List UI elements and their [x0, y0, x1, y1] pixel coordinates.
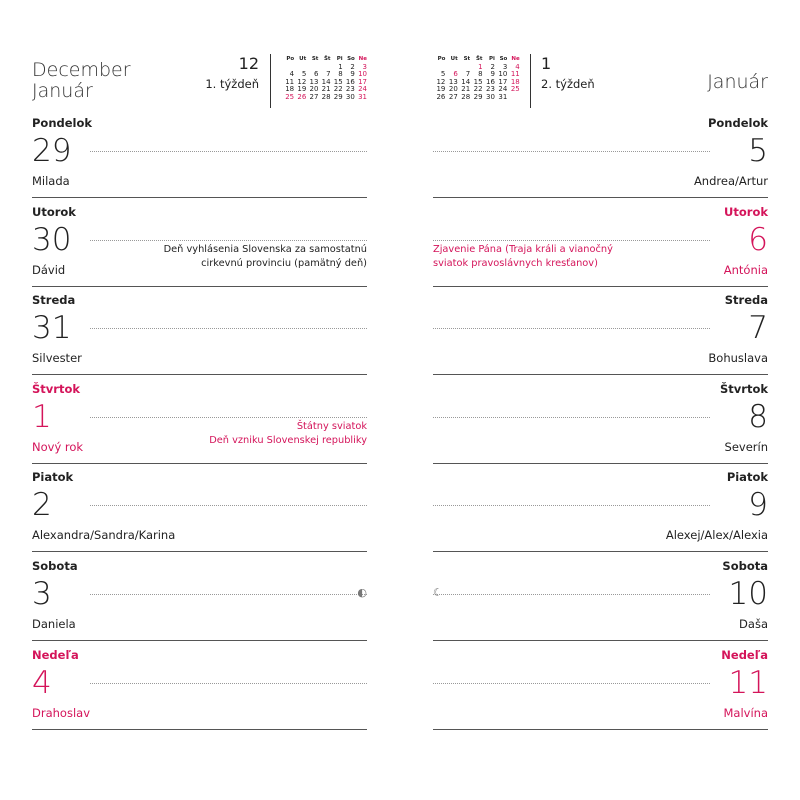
- day-number: 11: [728, 664, 768, 701]
- weekday-name: Sobota: [32, 559, 78, 573]
- mini-calendar-weekday: Št: [475, 56, 483, 62]
- mini-calendar-day: 11: [285, 77, 295, 86]
- nameday-text: Daša: [739, 617, 768, 631]
- day-number: 10: [728, 576, 768, 612]
- mini-calendar-day: 19: [297, 85, 307, 94]
- mini-calendar-day: 9: [490, 70, 495, 79]
- weekday-name: Štvrtok: [32, 381, 80, 396]
- writing-line: [90, 151, 367, 152]
- mini-calendar-day: 19: [436, 85, 446, 94]
- mini-calendar-day: 2: [350, 62, 355, 71]
- writing-line: [433, 683, 710, 684]
- day-number: 6: [748, 221, 768, 258]
- day-entry[interactable]: [32, 110, 367, 198]
- mini-calendar-day: 8: [338, 70, 343, 79]
- mini-calendar-day: 24: [358, 85, 367, 94]
- moon-phase-icon: ◐: [357, 586, 367, 599]
- mini-calendar-weekday: Ne: [358, 56, 367, 62]
- week-number: 1: [541, 54, 552, 73]
- day-number: 29: [32, 133, 72, 169]
- mini-calendar-day: 13: [309, 77, 319, 86]
- mini-calendar-day: 11: [510, 70, 520, 79]
- mini-calendar-day: 21: [461, 85, 471, 94]
- day-divider: [32, 729, 367, 730]
- mini-calendar-weekday: St: [311, 56, 319, 62]
- week-label: 1. týždeň: [205, 77, 259, 91]
- holiday-note: Štátny sviatok Deň vzniku Slovenskej republiky: [209, 420, 367, 446]
- mini-calendar-weekday: Po: [286, 56, 295, 62]
- mini-calendar-day: 17: [498, 77, 508, 86]
- writing-line: [433, 417, 710, 418]
- month-title: Január: [707, 71, 768, 93]
- nameday-text: Silvester: [32, 351, 82, 366]
- mini-calendar-day: 31: [358, 92, 367, 101]
- writing-line: [433, 151, 710, 152]
- writing-line: [90, 683, 367, 684]
- mini-calendar-day: 12: [436, 77, 446, 86]
- mini-calendar-day: [507, 94, 519, 102]
- day-entry[interactable]: [32, 553, 367, 641]
- week-block: [205, 54, 259, 91]
- day-entry[interactable]: [433, 376, 768, 464]
- mini-calendar-weekday: So: [499, 56, 508, 62]
- mini-calendar-day: 24: [498, 85, 508, 94]
- week-number: 12: [238, 54, 259, 73]
- week-block: [541, 54, 595, 91]
- nameday-text: Milada: [32, 174, 70, 188]
- weekday-name: Utorok: [724, 204, 768, 219]
- mini-calendar-weekday: Pi: [336, 56, 343, 62]
- nameday-text: Malvína: [723, 705, 768, 720]
- nameday-text: Antónia: [723, 262, 768, 277]
- mini-calendar-day: 15: [333, 77, 343, 86]
- mini-calendar-day: 9: [350, 70, 355, 79]
- weekday-name: Streda: [724, 293, 768, 308]
- mini-calendar-day: 8: [478, 70, 483, 79]
- mini-calendar-day: 23: [345, 85, 355, 94]
- mini-calendar-day: 17: [358, 77, 367, 86]
- weekday-name: Piatok: [726, 470, 768, 485]
- mini-calendar-day: 18: [285, 85, 295, 94]
- header-divider: [270, 54, 271, 108]
- day-entry[interactable]: [433, 110, 768, 198]
- mini-calendar-weekday: Pi: [489, 56, 495, 62]
- writing-line: [90, 328, 367, 329]
- week-label: 2. týždeň: [541, 77, 595, 91]
- mini-calendar-day: 16: [345, 77, 355, 86]
- day-number: 5: [748, 133, 768, 169]
- day-entry[interactable]: [32, 642, 367, 730]
- mini-calendar-day: 25: [510, 85, 520, 94]
- mini-calendar-day: 7: [465, 70, 471, 79]
- nameday-text: Alexej/Alex/Alexia: [665, 528, 768, 543]
- mini-calendar-day: 4: [289, 70, 295, 79]
- weekday-name: Sobota: [722, 559, 768, 573]
- mini-calendar-weekday: St: [463, 56, 471, 62]
- mini-calendar-day: 16: [486, 77, 495, 86]
- writing-line: [433, 240, 710, 241]
- mini-calendar-day: 5: [301, 70, 307, 79]
- day-number: 9: [748, 487, 768, 524]
- mini-calendar-day: 27: [309, 92, 319, 101]
- mini-calendar-day: 15: [473, 77, 483, 86]
- mini-calendar-grid: [282, 56, 367, 102]
- day-number: 2: [32, 487, 52, 524]
- day-entry[interactable]: [32, 376, 367, 464]
- mini-calendar: [282, 56, 367, 102]
- nameday-text: Andrea/Artur: [693, 174, 768, 188]
- mini-calendar: [433, 56, 520, 102]
- weekday-name: Utorok: [32, 204, 76, 219]
- mini-calendar-day: 22: [333, 85, 343, 94]
- day-number: 4: [32, 664, 52, 701]
- day-entry[interactable]: [433, 553, 768, 641]
- day-entry[interactable]: [32, 199, 367, 287]
- weekday-name: Štvrtok: [720, 381, 768, 396]
- mini-calendar-day: 20: [309, 85, 319, 94]
- day-entry[interactable]: [32, 287, 367, 375]
- header-divider: [530, 54, 531, 108]
- right-page: [433, 0, 768, 800]
- mini-calendar-day: 28: [321, 92, 331, 101]
- mini-calendar-day: 21: [321, 85, 331, 94]
- weekday-name: Pondelok: [707, 116, 768, 130]
- writing-line: [433, 328, 710, 329]
- weekday-name: Streda: [32, 293, 76, 308]
- mini-calendar-day: 27: [448, 92, 458, 101]
- day-entry[interactable]: [32, 464, 367, 552]
- nameday-text: Drahoslav: [32, 705, 90, 720]
- day-entry[interactable]: [433, 464, 768, 552]
- mini-calendar-day: 26: [297, 92, 307, 101]
- mini-calendar-day: 25: [285, 92, 295, 101]
- mini-calendar-day: 1: [338, 62, 343, 71]
- mini-calendar-day: 30: [486, 92, 495, 101]
- writing-line: [90, 505, 367, 506]
- weekday-name: Pondelok: [32, 116, 93, 130]
- mini-calendar-weekday: Po: [437, 56, 446, 62]
- mini-calendar-day: 30: [345, 92, 355, 101]
- mini-calendar-day: 29: [473, 92, 483, 101]
- mini-calendar-weekday: So: [347, 56, 355, 62]
- day-entry[interactable]: [433, 199, 768, 287]
- nameday-text: Severín: [724, 439, 768, 454]
- mini-calendar-day: 22: [473, 85, 483, 94]
- nameday-text: Daniela: [32, 617, 76, 631]
- nameday-text: Nový rok: [32, 439, 84, 454]
- mini-calendar-day: 26: [436, 92, 446, 101]
- mini-calendar-weekday: Ut: [450, 56, 458, 62]
- holiday-note: Deň vyhlásenia Slovenska za samostatnú cirkevnú provinciu (pamätný deň): [163, 243, 367, 269]
- writing-line: [433, 505, 710, 506]
- mini-calendar-weekday: Št: [323, 56, 331, 62]
- weekday-name: Nedeľa: [721, 647, 768, 662]
- moon-crescent-icon: ☾: [433, 586, 443, 599]
- writing-line: [433, 594, 710, 595]
- day-number: 3: [32, 576, 52, 612]
- holiday-note: Zjavenie Pána (Traja králi a vianočný sviatok pravoslávnych kresťanov): [433, 243, 613, 269]
- mini-calendar-day: 14: [461, 77, 471, 86]
- mini-calendar-day: 29: [333, 92, 343, 101]
- writing-line: [90, 417, 367, 418]
- mini-calendar-day: 6: [453, 70, 458, 79]
- mini-calendar-day: 23: [486, 85, 495, 94]
- nameday-text: Alexandra/Sandra/Karina: [32, 528, 176, 543]
- day-entry[interactable]: [433, 642, 768, 730]
- mini-calendar-day: 31: [498, 92, 508, 101]
- mini-calendar-weekday: Ne: [511, 56, 520, 62]
- mini-calendar-day: 3: [362, 62, 367, 71]
- month-title-january: Január: [32, 80, 93, 102]
- day-entry[interactable]: [433, 287, 768, 375]
- day-number: 1: [32, 398, 52, 435]
- mini-calendar-day: 13: [448, 77, 458, 86]
- month-title: [32, 60, 131, 102]
- mini-calendar-day: 28: [461, 92, 471, 101]
- weekday-name: Piatok: [32, 470, 74, 485]
- mini-calendar-weekday: Ut: [299, 56, 307, 62]
- writing-line: [90, 594, 367, 595]
- day-number: 7: [748, 310, 768, 347]
- mini-calendar-day: 10: [358, 70, 367, 79]
- mini-calendar-day: 3: [502, 62, 508, 71]
- mini-calendar-day: 20: [448, 85, 458, 94]
- nameday-text: Dávid: [32, 262, 66, 277]
- day-number: 31: [32, 310, 72, 347]
- mini-calendar-day: 18: [510, 77, 520, 86]
- mini-calendar-day: 7: [326, 70, 331, 79]
- day-number: 8: [748, 398, 768, 435]
- mini-calendar-day: 10: [498, 70, 508, 79]
- mini-calendar-day: 6: [313, 70, 319, 79]
- mini-calendar-grid: [433, 56, 520, 102]
- mini-calendar-day: 14: [321, 77, 331, 86]
- nameday-text: Bohuslava: [708, 351, 768, 366]
- mini-calendar-day: 5: [440, 70, 446, 79]
- mini-calendar-day: 1: [478, 62, 483, 71]
- writing-line: [90, 240, 367, 241]
- day-divider: [433, 729, 768, 730]
- day-number: 30: [32, 221, 72, 258]
- left-page: [32, 0, 367, 800]
- mini-calendar-day: 12: [297, 77, 307, 86]
- weekday-name: Nedeľa: [32, 647, 79, 662]
- mini-calendar-day: 2: [490, 62, 495, 71]
- mini-calendar-day: 4: [515, 62, 520, 71]
- month-title-december: December: [32, 59, 131, 81]
